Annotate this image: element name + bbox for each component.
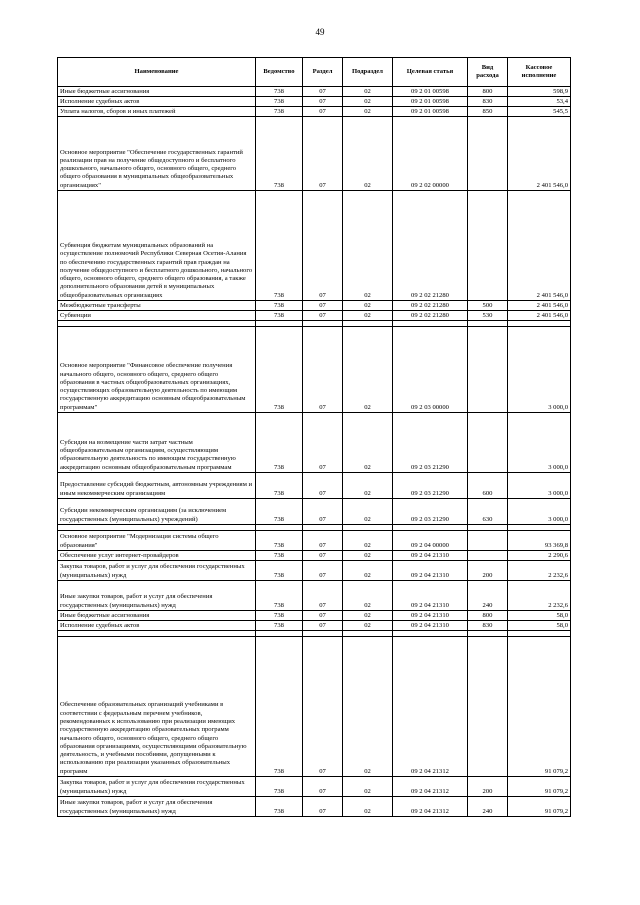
row-exp-type: 630 [468,499,508,525]
table-row [58,107,571,117]
table-row [58,191,571,301]
row-section: 07 [303,637,343,777]
row-name: Субвенция бюджетам муниципальных образований на осуществление полномочий Республики Северная Осетия-Алания по обеспечению государственных гарантий прав граждан на получение общедоступного и бесплатного дошкольного, начального общего, основного общего, среднего общего образования, а также дополнительного образования детей в муниципальных общеобразовательных организациях [58,191,256,301]
row-subsection: 02 [343,611,393,621]
row-name: Основное мероприятие "Финансовое обеспечение получения начального общего, основного общего, среднего общего образования в частных общеобразовательных организациях, осуществляющих образовательную деятельность по имеющим государственную аккредитацию основным общеобразовательным программам" [58,327,256,413]
table-row [58,499,571,525]
row-amount: 598,9 [508,87,571,97]
row-exp-type [468,413,508,473]
row-name: Иные бюджетные ассигнования [58,611,256,621]
row-target: 09 2 03 21290 [393,499,468,525]
row-subsection: 02 [343,301,393,311]
row-target: 09 2 04 21310 [393,611,468,621]
row-subsection: 02 [343,551,393,561]
row-dept: 738 [256,581,303,611]
table-row [58,551,571,561]
row-section: 07 [303,117,343,191]
row-dept: 738 [256,531,303,551]
row-target: 09 2 01 00598 [393,97,468,107]
row-exp-type: 830 [468,621,508,631]
row-amount: 91 079,2 [508,637,571,777]
row-amount: 3 000,0 [508,499,571,525]
row-target: 09 2 02 21280 [393,311,468,321]
row-subsection: 02 [343,621,393,631]
row-section: 07 [303,581,343,611]
table-row [58,87,571,97]
row-exp-type: 240 [468,581,508,611]
row-exp-type: 530 [468,311,508,321]
table-row [58,561,571,581]
row-section: 07 [303,413,343,473]
row-section: 07 [303,311,343,321]
row-subsection: 02 [343,97,393,107]
row-subsection: 02 [343,191,393,301]
row-name: Субвенции [58,311,256,321]
header-name: Наименование [58,58,256,87]
row-name: Межбюджетные трансферты [58,301,256,311]
row-name: Субсидия на возмещение части затрат частным общеобразовательным организациям, осуществляющим образовательную деятельность по имеющим государственную аккредитацию основным общеобразовательным программам [58,413,256,473]
row-amount: 93 369,8 [508,531,571,551]
row-name: Основное мероприятие "Модернизация системы общего образования" [58,531,256,551]
table-row [58,797,571,817]
row-subsection: 02 [343,311,393,321]
row-exp-type [468,191,508,301]
row-dept: 738 [256,499,303,525]
header-amount: Кассовое исполнение [508,58,571,87]
row-amount: 545,5 [508,107,571,117]
row-amount: 91 079,2 [508,797,571,817]
row-section: 07 [303,191,343,301]
row-amount: 58,0 [508,621,571,631]
row-dept: 738 [256,97,303,107]
row-name: Иные закупки товаров, работ и услуг для обеспечения государственных (муниципальных) нужд [58,581,256,611]
row-exp-type [468,531,508,551]
table-row [58,531,571,551]
row-section: 07 [303,551,343,561]
row-section: 07 [303,797,343,817]
row-name: Уплата налогов, сборов и иных платежей [58,107,256,117]
row-dept: 738 [256,191,303,301]
row-dept: 738 [256,301,303,311]
row-name: Обеспечение образовательных организаций учебниками в соответствии с федеральным перечнем учебников, рекомендованных к использованию при реализации имеющих государственную аккредитацию образовательных программ начального общего, основного общего, среднего общего образования организациями, осуществляющими образовательную деятельность, и учебными пособиями, допущенными к использованию при реализации указанных образовательных программ [58,637,256,777]
row-subsection: 02 [343,637,393,777]
row-subsection: 02 [343,499,393,525]
row-target: 09 2 04 00000 [393,531,468,551]
header-section: Раздел [303,58,343,87]
row-section: 07 [303,97,343,107]
table-row [58,473,571,499]
table-row [58,777,571,797]
row-dept: 738 [256,637,303,777]
row-name: Исполнение судебных актов [58,97,256,107]
row-target: 09 2 04 21312 [393,797,468,817]
row-name: Обеспечение услуг интернет-провайдеров [58,551,256,561]
row-exp-type: 830 [468,97,508,107]
row-dept: 738 [256,551,303,561]
row-name: Основное мероприятие "Обеспечение государственных гарантий реализации прав на получение общедоступного и бесплатного дошкольного, начального общего, основного общего, среднего общего образования в муниципальных общеобразовательных организациях" [58,117,256,191]
row-amount: 2 401 546,0 [508,117,571,191]
row-subsection: 02 [343,531,393,551]
row-dept: 738 [256,621,303,631]
row-exp-type: 200 [468,561,508,581]
row-section: 07 [303,561,343,581]
row-exp-type: 500 [468,301,508,311]
row-dept: 738 [256,327,303,413]
row-target: 09 2 04 21312 [393,637,468,777]
row-exp-type: 800 [468,87,508,97]
row-section: 07 [303,611,343,621]
row-target: 09 2 04 21310 [393,561,468,581]
table-row [58,413,571,473]
row-exp-type: 850 [468,107,508,117]
row-dept: 738 [256,87,303,97]
row-dept: 738 [256,311,303,321]
row-dept: 738 [256,413,303,473]
row-section: 07 [303,107,343,117]
row-subsection: 02 [343,561,393,581]
row-exp-type [468,551,508,561]
row-target: 09 2 02 00000 [393,117,468,191]
header-target: Целевая статья [393,58,468,87]
row-target: 09 2 02 21280 [393,301,468,311]
row-section: 07 [303,301,343,311]
row-section: 07 [303,621,343,631]
row-subsection: 02 [343,413,393,473]
table-row [58,327,571,413]
row-target: 09 2 03 21290 [393,413,468,473]
row-amount: 2 232,6 [508,561,571,581]
row-amount: 2 401 546,0 [508,301,571,311]
row-amount: 91 079,2 [508,777,571,797]
page-number: 49 [315,27,325,37]
row-section: 07 [303,327,343,413]
row-name: Иные закупки товаров, работ и услуг для обеспечения государственных (муниципальных) нужд [58,797,256,817]
row-dept: 738 [256,611,303,621]
row-amount: 58,0 [508,611,571,621]
table-row [58,637,571,777]
row-target: 09 2 03 00000 [393,327,468,413]
row-dept: 738 [256,107,303,117]
table-row [58,117,571,191]
header-subsection: Подраздел [343,58,393,87]
row-dept: 738 [256,561,303,581]
row-amount: 3 000,0 [508,327,571,413]
row-name: Субсидии некоммерческим организациям (за исключением государственных (муниципальных) учреждений) [58,499,256,525]
row-name: Предоставление субсидий бюджетным, автономным учреждениям и иным некоммерческим организациям [58,473,256,499]
table-row [58,621,571,631]
header-exp-type: Вид расхода [468,58,508,87]
row-exp-type [468,117,508,191]
table-row [58,311,571,321]
table-body [58,87,571,817]
row-target: 09 2 04 21310 [393,551,468,561]
row-target: 09 2 03 21290 [393,473,468,499]
row-dept: 738 [256,117,303,191]
row-exp-type: 600 [468,473,508,499]
row-section: 07 [303,531,343,551]
row-amount: 3 000,0 [508,413,571,473]
row-subsection: 02 [343,473,393,499]
row-exp-type: 200 [468,777,508,797]
row-amount: 3 000,0 [508,473,571,499]
row-section: 07 [303,87,343,97]
row-amount: 2 401 546,0 [508,191,571,301]
row-subsection: 02 [343,581,393,611]
table-row [58,611,571,621]
table-row [58,97,571,107]
row-exp-type [468,637,508,777]
row-subsection: 02 [343,117,393,191]
row-exp-type [468,327,508,413]
row-amount: 2 232,6 [508,581,571,611]
row-subsection: 02 [343,797,393,817]
row-target: 09 2 04 21310 [393,621,468,631]
row-section: 07 [303,473,343,499]
row-target: 09 2 01 00598 [393,87,468,97]
row-exp-type: 240 [468,797,508,817]
row-dept: 738 [256,473,303,499]
row-target: 09 2 02 21280 [393,191,468,301]
row-exp-type: 800 [468,611,508,621]
row-name: Иные бюджетные ассигнования [58,87,256,97]
row-amount: 2 401 546,0 [508,311,571,321]
header-dept: Ведомство [256,58,303,87]
row-name: Исполнение судебных актов [58,621,256,631]
row-subsection: 02 [343,87,393,97]
row-dept: 738 [256,777,303,797]
row-subsection: 02 [343,777,393,797]
row-subsection: 02 [343,327,393,413]
expenditure-table [57,57,571,817]
row-amount: 2 290,6 [508,551,571,561]
row-subsection: 02 [343,107,393,117]
row-section: 07 [303,499,343,525]
row-dept: 738 [256,797,303,817]
row-section: 07 [303,777,343,797]
table-row [58,301,571,311]
row-name: Закупка товаров, работ и услуг для обеспечения государственных (муниципальных) нужд [58,777,256,797]
row-amount: 53,4 [508,97,571,107]
row-target: 09 2 04 21312 [393,777,468,797]
table-row [58,581,571,611]
row-target: 09 2 01 00598 [393,107,468,117]
row-name: Закупка товаров, работ и услуг для обеспечения государственных (муниципальных) нужд [58,561,256,581]
row-target: 09 2 04 21310 [393,581,468,611]
table-header-row [58,58,571,87]
